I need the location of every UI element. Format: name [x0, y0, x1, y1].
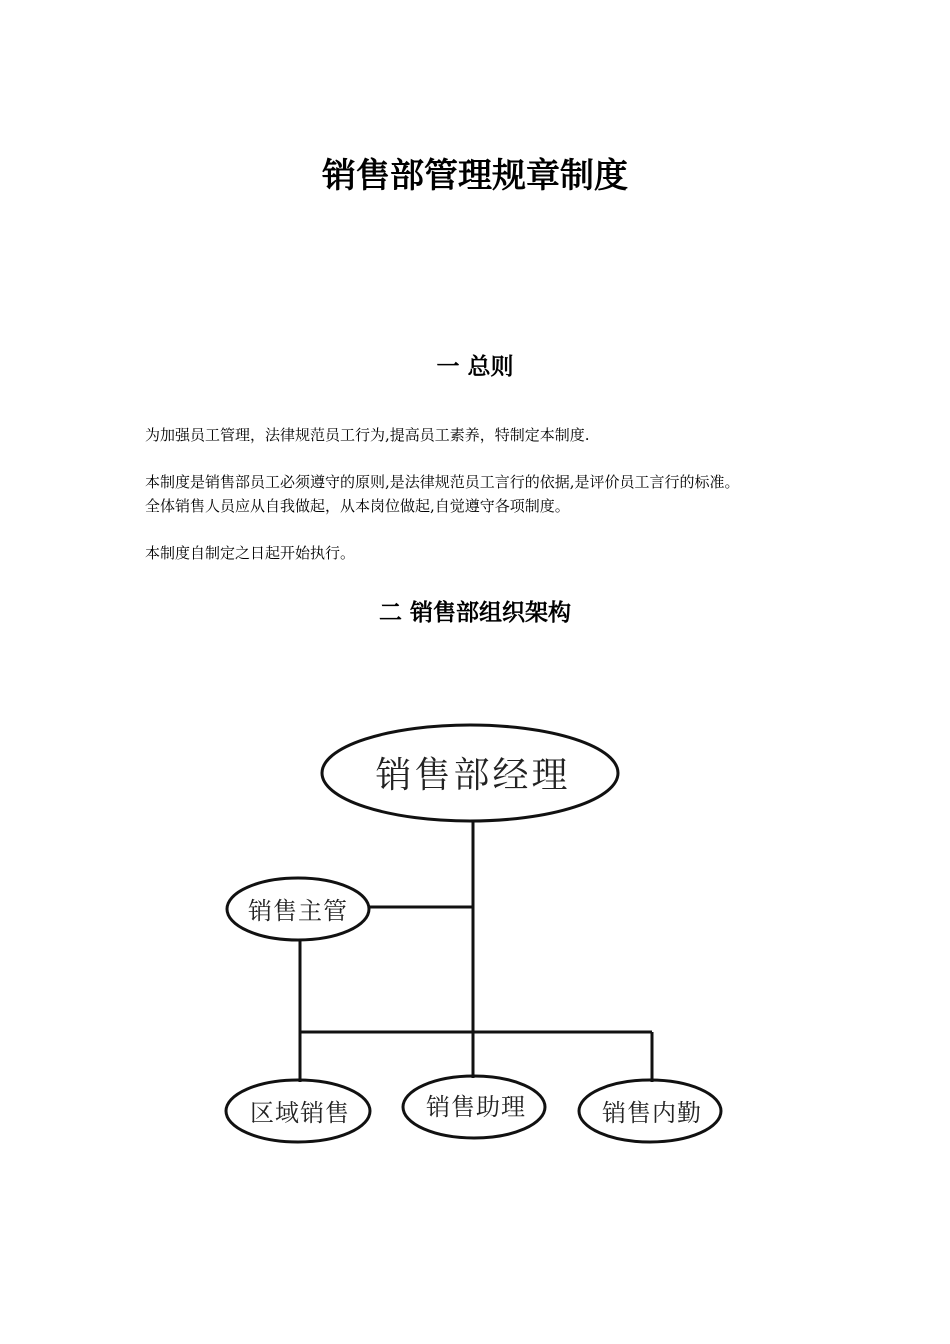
- paragraph-purpose: 为加强员工管理，法律规范员工行为,提高员工素养，特制定本制度.: [145, 426, 590, 444]
- section-heading-general: 一 总则: [436, 354, 514, 380]
- paragraph-compliance: 全体销售人员应从自我做起，从本岗位做起,自觉遵守各项制度。: [145, 497, 570, 515]
- paragraph-principle: 本制度是销售部员工必须遵守的原则,是法律规范员工言行的依据,是评价员工言行的标准。: [145, 473, 740, 491]
- org-label-inside-sales: 销售内勤: [602, 1099, 702, 1127]
- section-heading-org-structure: 二 销售部组织架构: [378, 600, 571, 626]
- org-label-sales-assistant: 销售助理: [426, 1093, 526, 1121]
- org-label-regional-sales: 区域销售: [250, 1099, 350, 1127]
- document-title: 销售部管理规章制度: [322, 156, 628, 196]
- org-label-manager: 销售部经理: [375, 755, 571, 796]
- org-label-supervisor: 销售主管: [248, 897, 348, 925]
- paragraph-effective-date: 本制度自制定之日起开始执行。: [145, 544, 356, 562]
